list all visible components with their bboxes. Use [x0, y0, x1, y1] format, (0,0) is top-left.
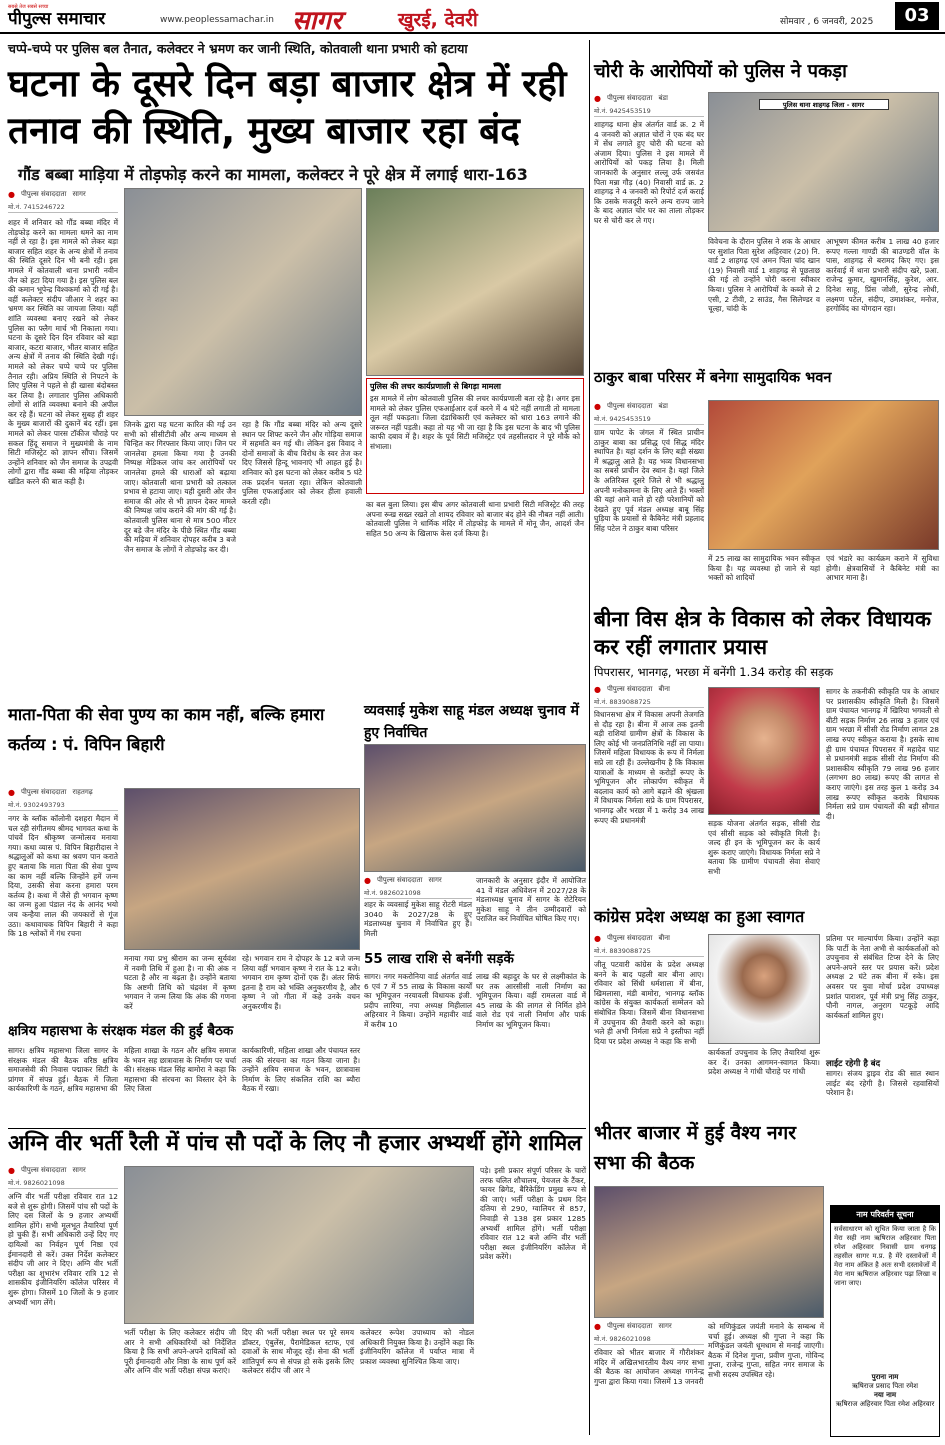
- mata-headline: माता-पिता की सेवा पुण्य का काम नहीं, बल्कि हमारा कर्तव्य : पं. विपिन बिहारी: [8, 705, 325, 754]
- main-kicker: चप्पे-चप्पे पर पुलिस बल तैनात, कलेक्टर ने भ्रमण कर जानी स्थिति, कोतवाली थाना प्रभारी को हटाया: [8, 41, 468, 56]
- star-icon: ●: [594, 685, 601, 694]
- vyavsai-headline: व्यवसाई मुकेश साहू मंडल अध्यक्ष चुनाव में हुए निर्वाचित: [364, 703, 579, 741]
- thakur-headline: ठाकुर बाबा परिसर में बनेगा सामुदायिक भवन: [594, 370, 832, 386]
- bina-col2: सड़क योजना अंतर्गत सड़क, सीसी रोड एवं सीसी सड़क को स्वीकृति मिली है। जल्द ही इन के भूमिपूजन कर के कार्य शुरू कराए जाएंगे। विधायक निर्मला सप्रे ने बताया कि ग्रामीण पंचायती सेवा सेवाएं सभी: [708, 819, 820, 876]
- road-col2: लाख की बहादुर के घर से लक्ष्मीकांत के घर तक आरसीसी नाली निर्माण का भूमिपूजन किया। वहीं रामलला वार्ड में 45 लाख के की लागत से निर्मित होने वाले रोड एवं नाली निर्माण और पार्क निर्माण का भूमिपूजन किया।: [476, 972, 586, 1029]
- vyavsai-mobile: मो.नं. 9826021098: [364, 888, 472, 899]
- theft-byline-place: बंडा: [658, 94, 668, 102]
- congress-mobile: मो.नं. 8839088725: [594, 946, 704, 957]
- agniveer-col5: पड़े। इसी प्रकार संपूर्ण परिसर के चारों तरफ चलित शौचालय, पेयजल के टैंकर, फायर ब्रिगेड, बैरिकेडिंग प्रमुख रूप से की जाएं। भर्ती परीक्षा के प्रथम दिन दतिया से 290, ग्वालियर से 857, निवाड़ी से 138 इस प्रकार 1285 अभ्यर्थी शामिल होंगे। भर्ती परीक्षा रविवार रात 12 बजे अग्नि वीर भर्ती परीक्षा स्थल इंजीनियरिंग कॉलेज में प्रवेश करेंगे।: [480, 1166, 586, 1262]
- mata-col3: रहे। भगवान राम ने दोपहर के 12 बजे जन्म लिया वहीं भगवान कृष्ण ने रात के 12 बजे। भगवान राम कृष्ण दोनों एक हैं। अंतर सिर्फ इतना है राम को भक्ति अनुकरणीय है, और कृष्ण ने जो गीता में कहे उनके वचन अनुकरणीय हैं।: [242, 954, 360, 1011]
- theft-byline-name: पीपुल्स संवाददाता: [606, 94, 653, 102]
- vyavsai-col1: शहर के व्यवसाई मुकेश साहू रोटरी मंडल 3040 के 2027/28 के हुए मंडलाध्यक्ष चुनाव में निर्वाचित हुए हैं। मिली: [364, 900, 472, 938]
- city-title: सागर: [292, 6, 342, 36]
- notice-body: सर्वसाधारण को सूचित किया जाता है कि मेरा सही नाम ऋषिराज अहिरवार पिता रमेश अहिरवार निवासी ग्राम धनगढ़ तहसील सागर म.प्र. है मेरे दस्तावेजों में मेरा नाम अंकित है अतः सभी दस्तावेजों में मेरा नाम ऋषिराज अहिरवार पढ़ा लिखा व जाना जाए।: [834, 1225, 936, 1287]
- road-col1: सागर। नगर मकरोनिया वार्ड अंतर्गत वार्ड 6 एवं 7 में 55 लाख के विकास कार्यों का भूमिपूजन नरयावली विधायक इंजी. प्रदीप लारिया, नपा अध्यक्ष मिहीलाल अहिरवार ने किया। उन्होंने महावीर वार्ड में करीब 10: [364, 972, 472, 1029]
- issue-date: सोमवार , 6 जनवरी, 2025: [780, 17, 874, 27]
- light-brief-text: सागर। संजय ड्राइव रोड की सात स्थान लाईट बंद रहेगी है। जिससे रहवासियों परेशान है।: [826, 1069, 939, 1098]
- vaishya-col1: रविवार को भीतर बाजार में गौरीशंकर मंदिर में अखिलभारतीय वैश्य नगर सभा की बैठक का आयोजन अध्यक्ष गगनेन्द्र गुप्ता द्वारा किया गया। जिसमें 13 जनवरी: [594, 1348, 704, 1386]
- main-col2: जिनके द्वारा यह घटना कारित की गई उन सभी को सीसीटीवी और अन्य माध्यम से चिन्हित कर गिरफ्तार किया जाए। जिन पर जानलेवा हमला किया गया है उनकी निष्पक्ष मेडिकल जांच कर आरोपियों पर जानलेवा हमले की धाराओं को बढ़ाया जाए। कोतवाली थाना प्रभारी को तत्काल प्रभाव से हटाया जाए। यही दुसरी ओर जैन समाज की ओर से भी ज्ञापन देकर मामले की निष्पक्ष जांच कराने की मांग की गई है। कोतवाली पुलिस थाना से मात्र 500 मीटर दूर बड़े जैन मंदिर के पीछे स्थित गौंड बब्बा की मढ़िया में शनिवार दोपहर करीब 3 बजे जैन समाज के लोगों ने तोड़फोड़ कर दी।: [124, 420, 236, 554]
- theft-byline: [594, 94, 704, 103]
- congress-headline: कांग्रेस प्रदेश अध्यक्ष का हुआ स्वागत: [594, 907, 805, 926]
- star-icon: ●: [594, 934, 601, 943]
- main-caption: पुलिस की लचर कार्यप्रणाली से बिगड़ा मामला: [370, 382, 501, 391]
- thakur-col2: में 25 लाख का सामुदायिक भवन स्वीकृत किया है। यह व्यवस्था हो जाने से यहां भक्तों को शादियों: [708, 554, 820, 583]
- star-icon: ●: [8, 190, 15, 199]
- congress-col2: कार्यकर्ता उपचुनाव के लिए तैयारियां शुरू कर दें। उनका आगमन-स्वागत किया। प्रदेश अध्यक्ष ने गांधी चौराहे पर गांधी: [708, 1048, 820, 1077]
- vyavsai-byline-name: पीपुल्स संवाददाता: [376, 876, 423, 884]
- agniveer-mobile: मो.नं. 9826021098: [8, 1178, 118, 1189]
- thakur-byline: [594, 402, 704, 411]
- vaishya-byline-name: पीपुल्स संवाददाता: [606, 1322, 653, 1330]
- mata-col1: नगर के ब्लॉक कॉलोनी दशहरा मैदान में चल रही संगीतमय श्रीमद भागवत कथा के पांचवें दिन श्रीकृष्ण जन्मोत्सव मनाया गया। कथा व्यास पं. विपिन बिहारीदास ने श्रद्धालुओं को कथा का श्रवण पान कराते हुए बताया कि माता पिता की सेवा पुण्य का काम नहीं बल्कि जिन्होंने हमें जन्म दिया, उसकी सेवा करना हमारा परम कर्तव्य है। कथा में जैसे ही भगवान कृष्ण का जन्म हुआ पंडाल नंद के आनंद भयो जय कन्हैया लाल की जयकारों से गूंज उठा। कथावाचक विपिन बिहारी ने कहा कि 18 श्लोकों में गंध रचना: [8, 814, 118, 939]
- vaishya-headline: भीतर बाजार में हुई वैश्य नगर सभा की बैठक: [594, 1122, 796, 1174]
- vaishya-mobile: मो.नं. 9826021098: [594, 1334, 704, 1345]
- thakur-byline-name: पीपुल्स संवाददाता: [606, 402, 653, 410]
- agniveer-col3: दिए की भर्ती परीक्षा स्थल पर पूरे समय डॉक्टर, एंबुलेंस, पैरामेडिकल स्टाफ, एवं दवाओं के साथ मौजूद रहें। सेना की भर्ती शांतिपूर्ण रूप से संपन्न हो सके इसके लिए कलेक्टर संदीप जी आर ने: [242, 1328, 354, 1376]
- road-story: [364, 951, 586, 1029]
- congress-story: [594, 908, 939, 1108]
- mata-col2: मनाया गया प्रभु श्रीराम का जन्म सूर्यवंश में नवमी तिथि में हुआ है। ना की अंक न घटता है और ना बढ़ता है। उन्होंने बताया कि अष्टमी तिथि को चंद्रवंश में कृष्ण भगवान ने जन्म लिया कि अंक की गणना करें: [124, 954, 236, 1011]
- main-byline-place: सागर: [72, 190, 86, 198]
- kshatriya-headline: क्षत्रिय महासभा के संरक्षक मंडल की हुई बैठक: [8, 1023, 234, 1039]
- theft-headline: चोरी के आरोपियों को पुलिस ने पकड़ा: [594, 61, 847, 82]
- notice-new-name: ऋषिराज अहिरवार पिता रमेश अहिरवार: [835, 1400, 935, 1408]
- masthead: [0, 0, 945, 34]
- agniveer-byline-name: पीपुल्स संवाददाता: [20, 1166, 67, 1174]
- theft-story: [594, 62, 939, 367]
- notice-new-label: नया नाम: [873, 1391, 897, 1399]
- vaishya-byline: [594, 1322, 704, 1331]
- theft-photo-sign: पुलिस थाना शाहगढ़ जिला - सागर: [759, 99, 889, 110]
- vyavsai-story: [364, 700, 586, 950]
- theft-col2: विवेचना के दौरान पुलिस ने शक के आधार पर सुशांत पिता सुरेश अहिरवार (20) नि. वार्ड 2 शाहगढ़ एवं अमन पिता चांद खान (19) निवासी वार्ड 1 शाहगढ़ से पूछताछ की गई तो उन्होंने चोरी करना स्वीकार किया। पुलिस ने आरोपियों के कब्जे से 2 एसी, 2 टीवी, 2 साउंड, गैस सिलेण्डर व चूल्हा, चांदी के: [708, 237, 820, 314]
- vaishya-col2: को मणिकुंडल जयंती मनाने के सम्बन्ध में चर्चा हुई। अध्यक्ष श्री गुप्ता ने कहा कि मणिकुंडल जयंती धूमधाम से मनाई जाएगी। बैठक में दिनेश गुप्ता, प्रवीण गुप्ता, गोविन्द गुप्ता, राजेन्द्र गुप्ता, सहित नगर समाज के सभी सदस्य उपस्थित रहे।: [708, 1322, 824, 1379]
- congress-byline-place: बीना: [658, 934, 670, 942]
- agniveer-col4: कलेक्टर रूपेश उपाध्याय को नोडल अधिकारी नियुक्त किया है। उन्होंने कहा कि इंजीनियरिंग कॉलेज में पर्याप्त मात्रा में प्रकाश व्यवस्था सुनिश्चित किया जाए।: [360, 1328, 474, 1366]
- bina-byline-name: पीपुल्स संवाददाता: [606, 685, 653, 693]
- vaishya-byline-place: सागर: [658, 1322, 672, 1330]
- logo-tag: सबसे तेज सबसे सच्चा: [8, 4, 49, 10]
- thakur-mobile: मो.नं. 9425453519: [594, 414, 704, 425]
- congress-col3: प्रतिमा पर माल्यार्पण किया। उन्होंने कहा कि पार्टी के नेता अभी से कार्यकर्ताओं को उपचुनाव से संबंधित टिप्स देने के लिए अपने-अपने स्तर पर प्रयास करें। प्रदेश अध्यक्ष 2 घंटे तक बीना में रुके। इस अवसर पर युवा मोर्चा प्रदेश उपाध्यक्ष प्रशांत पाराशर, पूर्व मंत्री प्रभु सिंह ठाकुर, पौनी नागल, अनुराग पटकूड़े आदि कार्यकर्ता शामिल हुए।: [826, 934, 939, 1020]
- bina-subhead: पिपरासर, भानगढ़, भरछा में बनेंगी 1.34 करोड़ की सड़क: [594, 665, 834, 679]
- bina-story: [594, 605, 939, 905]
- kshatriya-col3: कार्यकारिणी, महिला शाखा और पंचायत स्तर तक की संरचना का गठन किया जाना है। उन्होंने क्षत्रिय समाज के भवन, छात्रावास निर्माण के लिए संकलित राशि का ब्यौरा बैठक में रखा।: [242, 1046, 360, 1094]
- theft-mobile: मो.नं. 9425453519: [594, 106, 704, 117]
- main-col3: रहा है कि गौंड बब्बा मंदिर को अन्य दूसरे स्थान पर शिफ्ट करने जैन और गोड़िया समाज में सहमति बन गई थी। लेकिन इस विवाद ने दोनों समाजों के बीच विरोध के स्वर तेज कर दिए जिससे हिन्दू भावनाएं भी आहत हुई है। शनिवार को इस घटना को लेकर करीब 5 घंटे तक प्रदर्शन चलता रहा। लेकिन कोतवाली पुलिस एफआईआर को लेकर हीला हवाली करती रही।: [242, 420, 362, 506]
- logo-text: पीपुल्स समाचार: [8, 9, 106, 29]
- thakur-byline-place: बंडा: [658, 402, 668, 410]
- bina-byline-place: बीना: [658, 685, 670, 693]
- agniveer-col1: अग्नि वीर भर्ती परीक्षा रविवार रात 12 बजे से शुरू होगी। जिसमें पांच सौ पदों के लिए दस जिलों के 9 हजार अभ्यर्थी शामिल होंगे। सभी मूलभूत तैयारियां पूर्ण हो चुकी हैं। सभी अधिकारी उन्हें दिए गए दायित्वों का निर्वहन पूर्ण निष्ठा एवं ईमानदारी से करें। उक्त निर्देश कलेक्टर संदीप जी आर ने दिए। अग्नि वीर भर्ती परीक्षा का शुभारंभ रविवार रात्रि 12 से शासकीय इंजीनियरिंग कॉलेज परिसर में शुरू होगा। जिसमें 10 जिलों के 9 हजार अभ्यर्थी भाग लेंगे।: [8, 1192, 118, 1307]
- main-sidebar-box: [366, 378, 584, 494]
- agniveer-byline-place: सागर: [72, 1166, 86, 1174]
- main-byline: [8, 190, 118, 199]
- vaishya-story: [594, 1118, 824, 1438]
- star-icon: ●: [594, 1322, 601, 1331]
- page-number: 03: [895, 2, 939, 30]
- mata-story: [8, 700, 360, 1020]
- kshatriya-col2: महिला शाखा के गठन और क्षत्रिय समाज के भवन सह छात्रावास के निर्माण पर चर्चा की। संरक्षक मंडल सिंह बामोरा ने कहा कि महासभा की संरचना का विस्तार देने के लिए जिला: [124, 1046, 236, 1094]
- kshatriya-col1: सागर। क्षत्रिय महासभा जिला सागर के संरक्षक मंडल की बैठक वरिष्ठ क्षत्रिय समाजसेवी की निवास पद्माकर सिटी के प्रांगण में संपन्न हुई। बैठक में जिला कार्यकारिणी के गठन, क्षत्रिय महासभा की: [8, 1046, 118, 1094]
- main-photo-left: [124, 188, 362, 416]
- mata-byline: [8, 788, 118, 797]
- logo: [8, 4, 158, 30]
- star-icon: ●: [594, 94, 601, 103]
- vyavsai-byline-place: सागर: [428, 876, 442, 884]
- mata-byline-name: पीपुल्स संवाददाता: [20, 788, 67, 796]
- agniveer-byline: [8, 1166, 118, 1175]
- congress-col1: जीतू पटवारी कांग्रेस के प्रदेश अध्यक्ष बनने के बाद पहली बार बीना आए। रविवार को सिंधी धर्मशाला में बीना, खिमलासा, मंडी बामोरा, भानगढ़ ब्लॉक कांग्रेस के संयुक्त कार्यकर्ता सम्मेलन को संबोधित किया। जिसमें बीना विधानसभा में उपचुनाव की तैयारी करने को कहा। भले ही अभी निर्मला सप्रे ने इस्तीफा नहीं दिया पर प्रदेश अध्यक्ष ने कहा कि सभी: [594, 960, 704, 1046]
- bina-photo: [708, 687, 820, 815]
- light-brief: [826, 1058, 939, 1106]
- main-col1: शहर में शनिवार को गौंड बब्बा मंदिर में तोड़फोड़ करने का मामला थमने का नाम नहीं ले रहा है। इस मामले को लेकर बड़ा बाजार सहित शहर के अन्य क्षेत्रों में तनाव की स्थिति दूसरे दिन भी बनी रही। इस मामले में कोतवाली थाना प्रभारी नवीन जैन को हटा दिया गया है। इस पुलिस बल की कमान भूपेन्द्र विश्वकर्मा को दी गई है। वहीं कलेक्टर संदीप जीआर ने शहर का भ्रमण कर स्थिति का जायजा लिया। यहीं शांति व्यवस्था बनाए रखने को लेकर पुलिस का फ्लैग मार्च भी निकाला गया। घटना के दूसरे दिन दिन रविवार को बड़ा बाजार, कटरा बाजार, भीतर बाजार सहित अन्य क्षेत्रों में तनाव की स्थिति देखी गई। मामले को लेकर चप्पे चप्पे पर पुलिस तैनात रही। अप्रिय स्थिति से निपटने के लिए पुलिस ने पहले से ही खासा बंदोबस्त कर लिया है। लगातार पुलिस अधिकारी लोगों से शांति व्यवस्था बनाने की अपील कर रहे हैं। घटना को लेकर सुबह ही शहर के मुख्य बाजारों की दुकानें बंद रहीं। इस मामले को लेकर पारस टॉकीज चौराहे पर सकल हिंदू समाज ने मुख्यमंत्री के नाम सिटी मजिस्ट्रेट को ज्ञापन सौंपा। जिसमें उन्होंने शनिवार को जैन समाज के उपद्रवी लोगों द्वारा गौंड बब्बा की मढ़िया तोड़कर खंडित करने की बात कही है।: [8, 218, 118, 487]
- main-col5: का बल बुला लिया। इस बीच अगर कोतवाली थाना प्रभारी सिटी मजिस्ट्रेट की तरह अपना रूख सख्त रखते तो शायद रविवार को बाजार बंद होने की नौबत नहीं आती। कोतवाली पुलिस ने धार्मिक मंदिर में तोड़फोड़ के मामले में मोनू जैन, आदर्श जैन सहित 50 अन्य के खिलाफ केस दर्ज किया है।: [366, 500, 584, 538]
- star-icon: ●: [364, 876, 371, 885]
- vyavsai-photo: [364, 744, 586, 872]
- bina-byline: [594, 685, 704, 694]
- section-divider: [8, 1128, 586, 1129]
- notice-old-name: ऋषिराज प्रसाद पिता रमेश: [851, 1382, 919, 1390]
- theft-photo: [708, 92, 939, 232]
- main-mobile: मो.नं. 7415246722: [8, 202, 118, 213]
- agniveer-story: [8, 1132, 586, 1437]
- main-subhead: गौंड बब्बा माड़िया में तोड़फोड़ करने का मामला, कलेक्टर ने पूरे क्षेत्र में लगाई धारा-163: [18, 165, 528, 184]
- bina-col3: सागर के तकनीकी स्वीकृति पत्र के आधार पर प्रशासकीय स्वीकृति मिली है। जिसमें ग्राम पंचायत भानगढ़ में खिरिया भगवती से बीटी सड़क निर्माण 26 लाख 3 हजार एवं ग्राम भरछा में सीसी रोड निर्माण लागत 28 लाख रुपए स्वीकृत कराया है। इसके साथ ही ग्राम पंचायत पिपरासर में महादेव घाट से प्रधानमंत्री सड़क सीसी रोड निर्माण की प्रशासकीय स्वीकृति 79 लाख 96 हजार (लगभग 80 लाख) रूपए की लागत से कराए जाएंगे। इस तरह कुल 1 करोड़ 34 लाख रूपए स्वीकृत कराके विधायक निर्मला सप्रे ग्राम पंचायतों की बड़ी सौगात दी।: [826, 687, 939, 821]
- notice-title: नाम परिवर्तन सूचना: [831, 1206, 939, 1223]
- main-story: [8, 40, 586, 695]
- name-change-notice: [830, 1205, 940, 1437]
- congress-photo: [708, 934, 820, 1044]
- star-icon: ●: [8, 788, 15, 797]
- column-divider: [589, 40, 590, 1435]
- vaishya-photo: [594, 1186, 824, 1318]
- kshatriya-story: [8, 1024, 360, 1124]
- agniveer-photo: [124, 1166, 474, 1324]
- thakur-col3: एवं भंडारे का कार्यक्रम कराने में सुविधा होगी। क्षेत्रवासियों ने कैबिनेट मंत्री का आभार माना है।: [826, 554, 939, 583]
- bina-mobile: मो.नं. 8839088725: [594, 697, 704, 708]
- vyavsai-col2: जानकारी के अनुसार इंदौर में आयोजित 41 वें मंडल अधिवेशन में 2027/28 के मंडलाध्यक्ष चुनाव में सागर के रोटेरियन मुकेश साहू ने तीन उम्मीदवारों को पराजित कर निर्वाचित घोषित किए गए।: [476, 876, 586, 924]
- site-url[interactable]: www.peoplessamachar.in: [160, 15, 274, 25]
- light-brief-title: लाईट रहेगी है बंद: [826, 1059, 881, 1069]
- congress-byline: [594, 934, 704, 943]
- mata-mobile: मो.नं. 9302493793: [8, 800, 118, 811]
- theft-col1: शाहगढ़ थाना क्षेत्र अंतर्गत वार्ड क्र. 2 में 4 जनवरी को अज्ञात चोरों ने एक बंद घर में सेंध लगाते हुए चोरी की घटना को अंजाम दिया। पुलिस ने इस मामले में आरोपियों को पकड़ लिया है। मिली जानकारी के अनुसार लल्लू उर्फ जसवंत पिता मन्ना गौड़ (40) निवासी वार्ड क्र. 2 शाहगढ़ ने 4 जनवरी को रिपोर्ट दर्ज कराई कि उसके मजदूरी करने अन्य राज्य जाने के बाद अज्ञात चोर घर का ताला तोड़कर घर से चोरी कर ले गए।: [594, 120, 704, 225]
- subcity-title: खुरई, देवरी: [398, 9, 478, 31]
- main-col4: इस मामले में लोग कोतवाली पुलिस की लचर कार्यप्रणाली बता रहे है। अगर इस मामले को लेकर पुलिस एफआईआर दर्ज करने में 4 घंटे नहीं लगाती तो मामला तूल नहीं पकड़ता। जिला दंडाधिकारी एवं कलेक्टर को धारा 163 लगाने की जरूरत नहीं पड़ती। कहा तो यह भी जा रहा है कि इस घटना के बाद भी पुलिस काफी दबाव में है। शहर के पूर्व सिटी मजिस्ट्रेट एवं तहसीलदार ने पूरे मौके को संभाला।: [370, 394, 580, 451]
- main-photo-right: [366, 188, 584, 376]
- main-byline-name: पीपुल्स संवाददाता: [20, 190, 67, 198]
- thakur-col1: ग्राम पापेट के जंगल में स्थित प्राचीन ठाकुर बाबा का प्रसिद्ध एवं सिद्ध मंदिर स्थापित है। यहां दर्शन के लिए बड़ी संख्या में श्रद्धालु आते है। यह भव्य विधानसभा का सबसे प्राचीन देव स्थान है। यहां जिले के अतिरिक्त दूसरे जिले से भी श्रद्धालु अपनी मनोकामना के लिए आते हैं। भक्तों की यहां आने वाले हो रही परेशानियों को देखते हुए पूर्व मंडल अध्यक्ष बाबू सिंह घुड़िया के प्रयासों से कैबिनेट मंत्री प्रहलाद सिंह पटेल ने ठाकुर बाबा परिसर: [594, 428, 704, 533]
- agniveer-headline: अग्नि वीर भर्ती रैली में पांच सौ पदों के लिए नौ हजार अभ्यर्थी होंगे शामिल: [8, 1131, 582, 1156]
- agniveer-col2: भर्ती परीक्षा के लिए कलेक्टर संदीप जी आर ने सभी अधिकारियों को निर्देशित किया है कि सभी अपने-अपने दायित्वों को पूरी ईमानदारी और निष्ठा के साथ पूर्ण करें और अग्नि वीर भर्ती परीक्षा संपन्न कराएं।: [124, 1328, 236, 1376]
- thakur-story: [594, 370, 939, 598]
- bina-col1: विधानसभा क्षेत्र में विकास अपनी तेजगति से दौड़ रहा है। बीना में आज तक इतनी बड़ी राशियां ग्रामीण क्षेत्रों के विकास के लिए कोई भी जनप्रतिनिधि नहीं ला पाया। जिसमें महिला विधायक के रूप में निर्मला सप्रे ला रही हैं। उल्लेखनीय है कि विकास यात्राओं के माध्यम से करोड़ों रूपए के भूमिपूजन और लोकार्पण स्वीकृत में बदलाव कार्य को आगे बढ़ाने की श्रृंखला में विधायक निर्मला सप्रे के ग्राम पिपरासर, भानगढ़ और भरछा में 1 करोड़ 34 लाख रूपए की प्रधानमंत्री: [594, 710, 704, 825]
- vyavsai-byline: [364, 876, 474, 885]
- notice-old-label: पुराना नाम: [871, 1373, 899, 1381]
- star-icon: ●: [8, 1166, 15, 1175]
- main-headline: घटना के दूसरे दिन बड़ा बाजार क्षेत्र में रही तनाव की स्थिति, मुख्य बाजार रहा बंद: [8, 62, 567, 152]
- road-headline: 55 लाख राशि से बनेंगी सड़कें: [364, 951, 514, 967]
- star-icon: ●: [594, 402, 601, 411]
- mata-photo: [124, 788, 360, 950]
- congress-byline-name: पीपुल्स संवाददाता: [606, 934, 653, 942]
- thakur-photo: [708, 400, 939, 550]
- bina-headline: बीना विस क्षेत्र के विकास को लेकर विधायक कर रहीं लगातार प्रयास: [594, 607, 931, 659]
- theft-col3: आभूषण कीमत करीब 1 लाख 40 हजार रूपए गल्ला गाण्डी की बाउण्डरी वॉल के पास, शाहगढ़ से बरामद किए गए। इस कार्रवाई में थाना प्रभारी संदीप खरे, प्रआ. राजेन्द्र कुमार, खुमानसिंह, कुरेश, आर. दिनेश साहू, प्रिंस जोशी, सुरेन्द्र लोधी, लक्ष्मण पटेल, संदीप, उमाशंकर, मनोज, हरगोविंद का योगदान रहा।: [826, 237, 939, 314]
- mata-byline-place: राहतगढ़: [72, 788, 93, 796]
